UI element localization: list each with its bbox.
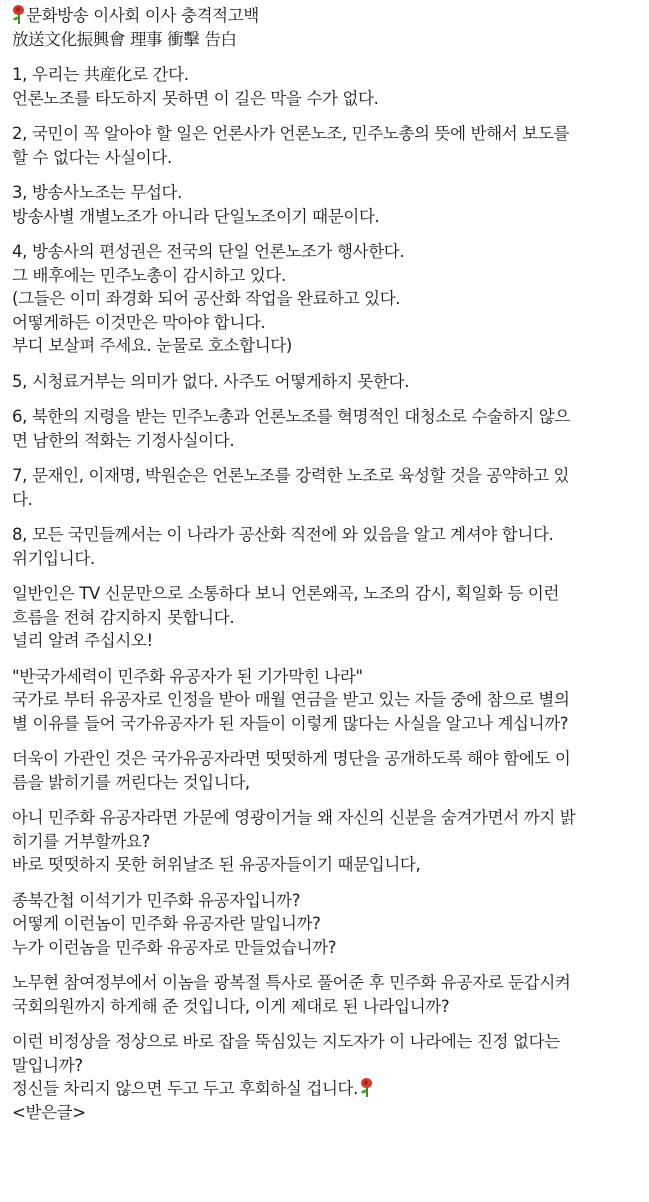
text-line: 위기입니다.	[12, 548, 95, 568]
text-line: 1, 우리는 共産化로 간다.	[12, 65, 189, 84]
paragraph-12	[12, 806, 639, 877]
text-line: 바로 떳떳하지 못한 허위날조 된 유공자들이기 때문입니다,	[12, 855, 421, 874]
text-line: 5, 시청료거부는 의미가 없다. 사주도 어떻게하지 못한다.	[12, 371, 410, 391]
text-line: 일반인은 TV 신문만으로 소통하다 보니 언론왜곡, 노조의 감시, 획일화 등 이런	[12, 584, 560, 603]
paragraph-8	[12, 523, 639, 570]
paragraph-3	[12, 181, 639, 228]
text-line: 8, 모든 국민들께서는 이 나라가 공산화 직전에 와 있음을 알고 계셔야 합니다.	[12, 525, 554, 544]
paragraph-1	[12, 63, 639, 110]
post-title: 문화방송 이사회 이사 충격적고백	[26, 6, 259, 25]
text-line: 2, 국민이 꼭 알아야 할 일은 언론사가 언론노조, 민주노총의 뜻에 반해서 보도를	[12, 124, 570, 143]
text-line: 더욱이 가관인 것은 국가유공자라면 떳떳하게 명단을 공개하도록 해야 함에도 이	[12, 749, 571, 768]
text-line: 노무현 참여정부에서 이놈을 광복절 특사로 풀어준 후 민주화 유공자로 둔갑시켜	[12, 973, 571, 992]
text-line: "반국가세력이 민주화 유공자가 된 기가막힌 나라"	[12, 666, 363, 686]
paragraph-9	[12, 582, 639, 653]
text-line: 어떻게 이런놈이 민주화 유공자란 말입니까?	[12, 914, 321, 933]
paragraph-7	[12, 464, 639, 511]
text-line: 면 남한의 적화는 기정사실이다.	[12, 430, 235, 450]
text-line: 7, 문재인, 이재명, 박원순은 언론노조를 강력한 노조로 육성할 것을 공약하고 있	[12, 466, 570, 485]
text-line: 4, 방송사의 편성권은 전국의 단일 언론노조가 행사한다.	[12, 242, 405, 261]
closing-text: 정신들 차리지 않으면 두고 두고 후회하실 겁니다.	[12, 1079, 359, 1098]
paragraph-14	[12, 971, 639, 1018]
signature: <받은글>	[12, 1102, 86, 1122]
text-line: 국가로 부터 유공자로 인정을 받아 매월 연금을 받고 있는 자들 중에 참으로 별의	[12, 690, 570, 709]
paragraph-6	[12, 405, 639, 452]
text-line: 언론노조를 타도하지 못하면 이 길은 막을 수가 없다.	[12, 88, 379, 108]
paragraph-2	[12, 122, 639, 169]
text-line: 할 수 없다는 사실이다.	[12, 147, 172, 167]
text-line: 방송사별 개별노조가 아니라 단일노조이기 때문이다.	[12, 206, 380, 226]
text-line: 히기를 거부할까요?	[12, 831, 151, 851]
text-line: 다.	[12, 489, 33, 509]
text-line: 널리 알려 주십시오!	[12, 631, 153, 650]
paragraph-15	[12, 1030, 639, 1124]
post-subtitle-hanja: 放送文化振興會 理事 衝擊 告白	[12, 29, 237, 49]
text-line: (그들은 이미 좌경화 되어 공산화 작업을 완료하고 있다.	[12, 289, 401, 308]
post-title-line	[12, 4, 639, 28]
text-line: 국회의원까지 하게해 준 것입니다, 이게 제대로 된 나라입니까?	[12, 996, 450, 1016]
text-line: 흐름을 전혀 감지하지 못합니다.	[12, 607, 235, 627]
text-line: 아니 민주화 유공자라면 가문에 영광이거늘 왜 자신의 신분을 숨겨가면서 까지 밝	[12, 808, 576, 827]
text-line: 말입니까?	[12, 1055, 83, 1075]
text-line: 어떻게하든 이것만은 막아야 합니다.	[12, 312, 266, 332]
post-header	[12, 4, 639, 51]
text-line: 누가 이런놈을 민주화 유공자로 만들었습니까?	[12, 937, 337, 957]
text-line: 그 배후에는 민주노총이 감시하고 있다.	[12, 265, 286, 285]
paragraph-5	[12, 370, 639, 394]
paragraph-10	[12, 665, 639, 736]
rose-emoji-icon	[360, 1078, 373, 1097]
text-line: 별 이유를 들어 국가유공자가 된 자들이 이렇게 많다는 사실을 알고나 계십니까?	[12, 713, 569, 733]
text-line: 3, 방송사노조는 무섭다.	[12, 183, 183, 202]
text-line: 부디 보살펴 주세요. 눈물로 호소합니다)	[12, 336, 292, 355]
text-line: 이런 비정상을 정상으로 바로 잡을 뚝심있는 지도자가 이 나라에는 진정 없다는	[12, 1032, 560, 1051]
rose-emoji-icon	[12, 5, 25, 24]
text-line: 름을 밝히기를 꺼린다는 것입니다,	[12, 772, 250, 792]
paragraph-13	[12, 889, 639, 960]
paragraph-4	[12, 240, 639, 358]
paragraph-11	[12, 747, 639, 794]
text-line: 종북간첩 이석기가 민주화 유공자입니까?	[12, 890, 301, 910]
text-line: 6, 북한의 지령을 받는 민주노총과 언론노조를 혁명적인 대청소로 수술하지 않으	[12, 407, 570, 426]
closing-line	[12, 1077, 639, 1101]
